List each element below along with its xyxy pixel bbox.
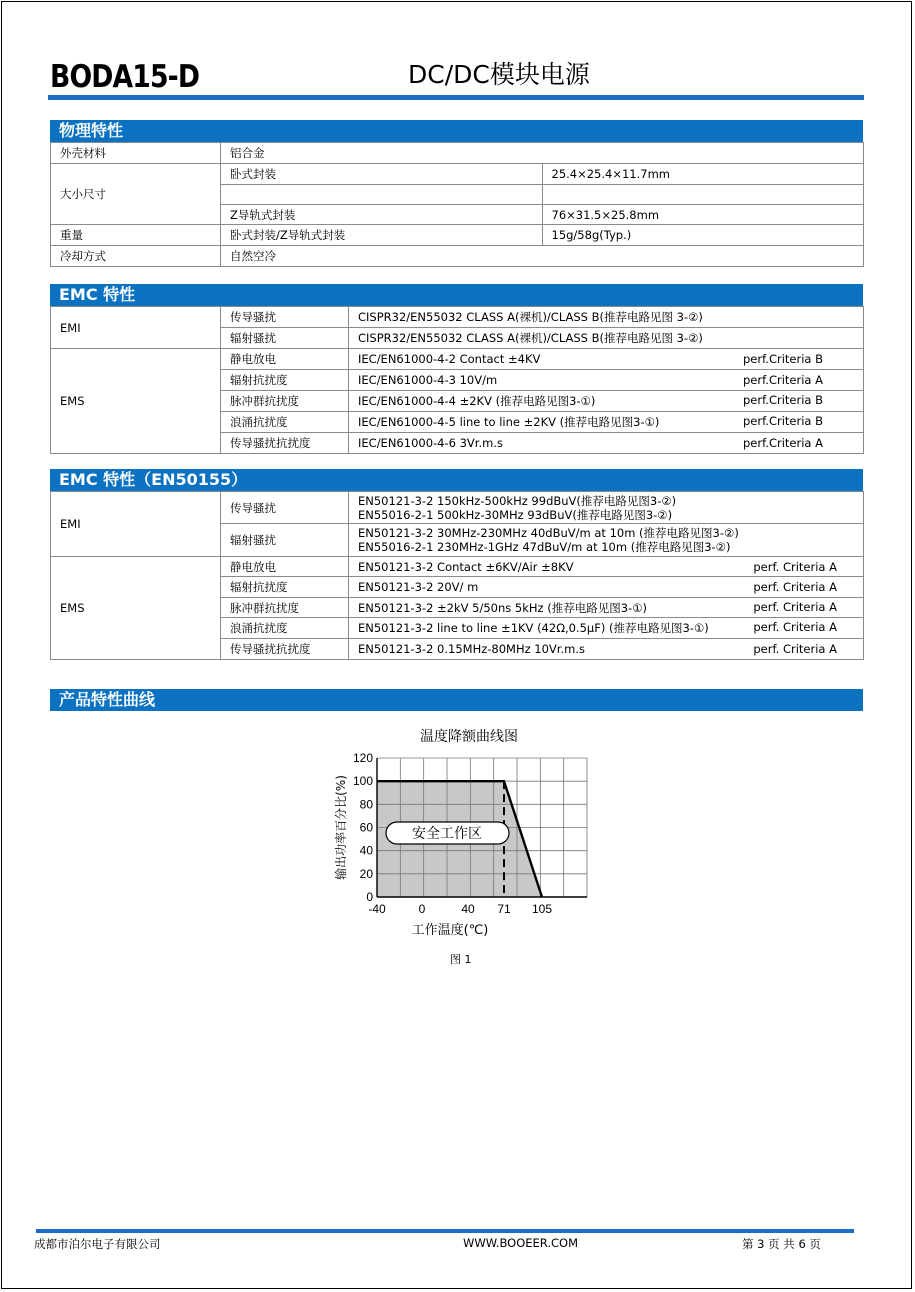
emc-criteria: perf.Criteria B xyxy=(742,393,823,407)
size-label: 大小尺寸 xyxy=(51,164,221,225)
en50155-item: 浪涌抗扰度 xyxy=(221,618,349,639)
cooling-value: 自然空冷 xyxy=(221,246,864,267)
chart-title: 温度降额曲线图 xyxy=(420,729,518,745)
en50155-item: 静电放电 xyxy=(221,557,349,577)
derating-chart xyxy=(330,720,590,970)
figure-label: 图 1 xyxy=(450,953,472,966)
weight-value: 15g/58g(Typ.) xyxy=(542,225,864,246)
horiz-label: 卧式封装 xyxy=(221,164,543,185)
section-emc-en50155-title: EMC 特性（EN50155） xyxy=(50,469,863,491)
case-label: 外壳材料 xyxy=(51,143,221,164)
emc-item: 辐射骚扰 xyxy=(221,328,349,349)
z-label: Z导轨式封装 xyxy=(221,205,543,225)
y-tick-label: 60 xyxy=(359,820,373,835)
model-name: BODA15-D xyxy=(50,59,200,95)
y-tick-label: 0 xyxy=(366,890,373,904)
emc-item: 脉冲群抗扰度 xyxy=(221,391,349,412)
section-emc-title: EMC 特性 xyxy=(50,284,863,306)
en50155-item: 脉冲群抗扰度 xyxy=(221,598,349,618)
horiz-value: 25.4×25.4×11.7mm xyxy=(542,164,864,185)
en50155-criteria: perf. Criteria A xyxy=(753,599,837,614)
en50155-emi-label: EMI xyxy=(51,492,221,557)
en50155-standard: perf. Criteria A EN50121-3-2 Contact ±6KV/Air ±8KV xyxy=(349,557,864,577)
emc-item: 辐射抗扰度 xyxy=(221,370,349,391)
header-rule xyxy=(48,95,864,100)
y-axis-label: 输出功率百分比(%) xyxy=(334,775,348,880)
y-tick-label: 40 xyxy=(359,843,373,858)
footer-url[interactable]: WWW.BOOEER.COM xyxy=(463,1236,579,1250)
emc-standard: perf.Criteria B IEC/EN61000-4-5 line to line ±2KV (推荐电路见图3-①) xyxy=(349,412,864,433)
weight-package: 卧式封装/Z导轨式封装 xyxy=(221,225,543,246)
physical-table xyxy=(50,142,864,267)
en50155-criteria: perf. Criteria A xyxy=(753,620,837,634)
emc-criteria: perf.Criteria B xyxy=(742,414,823,428)
en50155-item: 辐射抗扰度 xyxy=(221,577,349,598)
safe-zone-label: 安全工作区 xyxy=(412,826,482,842)
en50155-item: 传导骚扰抗扰度 xyxy=(221,639,349,660)
size-blank-value xyxy=(542,185,864,205)
x-tick-label: 71 xyxy=(497,902,511,916)
emc-standard: perf.Criteria A IEC/EN61000-4-6 3Vr.m.s xyxy=(349,433,864,454)
emc-standard: perf.Criteria A IEC/EN61000-4-3 10V/m xyxy=(349,370,864,391)
section-curves-title: 产品特性曲线 xyxy=(50,689,863,711)
emc-item: 传导骚扰 xyxy=(221,307,349,328)
en50155-ems-label: EMS xyxy=(51,557,221,660)
emc-item: 传导骚扰抗扰度 xyxy=(221,433,349,454)
en50155-item: 辐射骚扰 xyxy=(221,524,349,557)
en50155-item: 传导骚扰 xyxy=(221,492,349,524)
en50155-standard: perf. Criteria A EN50121-3-2 20V/ m xyxy=(349,577,864,598)
y-tick-label: 120 xyxy=(352,751,373,765)
x-axis-label: 工作温度(℃) xyxy=(411,923,489,938)
case-value: 铝合金 xyxy=(221,143,864,164)
emc-emi-label: EMI xyxy=(51,307,221,349)
x-tick-label: -40 xyxy=(368,902,386,916)
en50155-criteria: perf. Criteria A xyxy=(753,580,837,594)
emc-item: 静电放电 xyxy=(221,349,349,370)
x-tick-label: 40 xyxy=(461,902,475,916)
y-tick-label: 80 xyxy=(359,797,373,812)
z-value: 76×31.5×25.8mm xyxy=(542,205,864,225)
en50155-criteria: perf. Criteria A xyxy=(753,642,837,656)
en50155-standard: perf. Criteria A EN50121-3-2 0.15MHz-80MHz 10Vr.m.s xyxy=(349,639,864,660)
emc-table xyxy=(50,306,864,454)
emc-criteria: perf.Criteria B xyxy=(742,352,823,366)
y-tick-label: 20 xyxy=(359,866,373,881)
emc-criteria: perf.Criteria A xyxy=(742,373,823,387)
x-tick-label: 0 xyxy=(418,902,426,916)
en50155-criteria: perf. Criteria A xyxy=(753,559,837,574)
footer-company: 成都市泊尔电子有限公司 xyxy=(34,1237,161,1251)
x-tick-label: 105 xyxy=(531,902,553,916)
emc-standard: CISPR32/EN55032 CLASS A(裸机)/CLASS B(推荐电路见图 3-②) xyxy=(349,307,864,328)
size-blank xyxy=(221,185,543,205)
weight-label: 重量 xyxy=(51,225,221,246)
en50155-standard: perf. Criteria A EN50121-3-2 line to line ±1KV (42Ω,0.5μF) (推荐电路见图3-①) xyxy=(349,618,864,639)
document-title: DC/DC模块电源 xyxy=(408,60,590,89)
section-physical-title: 物理特性 xyxy=(50,120,863,142)
emc-item: 浪涌抗扰度 xyxy=(221,412,349,433)
y-tick-label: 100 xyxy=(352,774,373,789)
emc-en50155-table xyxy=(50,491,864,660)
en50155-standard: EN50121-3-2 30MHz-230MHz 40dBuV/m at 10m (推荐电路见图3-②) EN55016-2-1 230MHz-1GHz 47dBuV/m at 10m (推荐电路见图3-②) xyxy=(349,524,864,557)
en50155-standard: perf. Criteria A EN50121-3-2 ±2kV 5/50ns 5kHz (推荐电路见图3-①) xyxy=(349,598,864,618)
emc-criteria: perf.Criteria A xyxy=(742,436,823,450)
emc-standard: CISPR32/EN55032 CLASS A(裸机)/CLASS B(推荐电路见图 3-②) xyxy=(349,328,864,349)
footer-page: 第 3 页 共 6 页 xyxy=(742,1237,821,1251)
emc-standard: perf.Criteria B IEC/EN61000-4-2 Contact ±4KV xyxy=(349,349,864,370)
footer-rule xyxy=(36,1229,854,1233)
en50155-standard: EN50121-3-2 150kHz-500kHz 99dBuV(推荐电路见图3-②) EN55016-2-1 500kHz-30MHz 93dBuV(推荐电路见图3-②) xyxy=(349,492,864,524)
emc-standard: perf.Criteria B IEC/EN61000-4-4 ±2KV (推荐电路见图3-①) xyxy=(349,391,864,412)
emc-ems-label: EMS xyxy=(51,349,221,454)
cooling-label: 冷却方式 xyxy=(51,246,221,267)
